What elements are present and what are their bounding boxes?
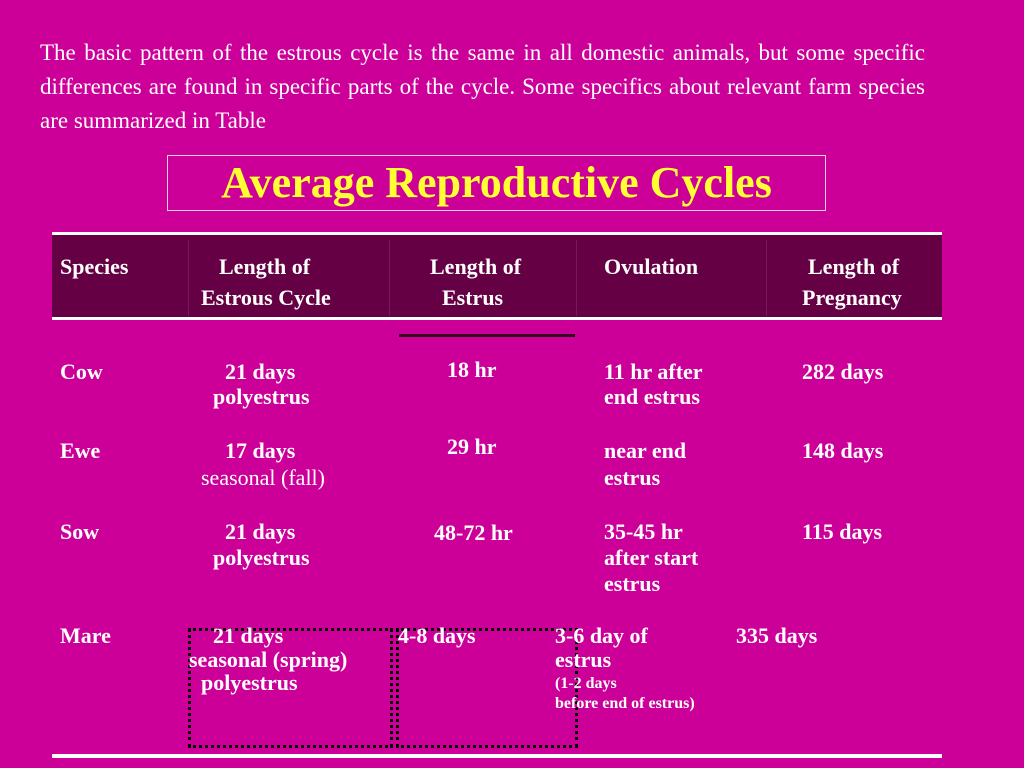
table-title: Average Reproductive Cycles <box>221 158 772 207</box>
ewe-estrus: 29 hr <box>447 434 497 459</box>
cow-ovulation-line1: 11 hr after <box>604 359 703 384</box>
ewe-species: Ewe <box>60 438 101 463</box>
sow-ovulation-line1: 35-45 hr <box>604 519 683 544</box>
cow-ovulation-line2: end estrus <box>604 384 700 409</box>
header-divider <box>766 240 767 316</box>
mare-estrus: 4-8 days <box>398 623 476 648</box>
mare-cycle-polyestrus: polyestrus <box>201 670 298 695</box>
header-cycle-line1: Length of <box>219 254 311 279</box>
cow-estrus: 18 hr <box>447 357 497 382</box>
sow-ovulation-line2: after start <box>604 545 699 570</box>
ewe-ovulation-line1: near end <box>604 438 687 463</box>
cow-cycle-type: polyestrus <box>213 384 310 409</box>
ewe-ovulation-line2: estrus <box>604 465 661 490</box>
header-pregnancy-line2: Pregnancy <box>802 285 902 310</box>
cow-cycle-days: 21 days <box>225 359 296 384</box>
intro-paragraph: The basic pattern of the estrous cycle is the same in all domestic animals, but some specific differences are found in specific parts of the cycle. Some specifics about relevant farm species are summarized in Table <box>40 40 925 133</box>
sow-cycle-days: 21 days <box>225 519 296 544</box>
sow-pregnancy: 115 days <box>802 519 883 544</box>
header-cycle-line2: Estrous Cycle <box>201 285 331 310</box>
header-divider <box>576 240 577 316</box>
header-divider <box>188 240 189 316</box>
header-ovulation: Ovulation <box>604 254 699 279</box>
header-species: Species <box>60 254 129 279</box>
mare-species: Mare <box>60 623 111 648</box>
table-bottom-rule <box>52 754 942 758</box>
sow-estrus: 48-72 hr <box>434 520 513 545</box>
header-divider <box>389 240 390 316</box>
ewe-cycle-days: 17 days <box>225 438 296 463</box>
sow-ovulation-line3: estrus <box>604 571 661 596</box>
header-estrus-line2: Estrus <box>442 285 504 310</box>
mare-ovulation-note2: before end of estrus) <box>555 695 695 712</box>
mare-ovulation-line2: estrus <box>555 647 612 672</box>
mare-ovulation-line1: 3-6 day of <box>555 623 648 648</box>
mare-pregnancy: 335 days <box>736 623 818 648</box>
divider-line <box>399 334 575 337</box>
sow-species: Sow <box>60 519 100 544</box>
cow-pregnancy: 282 days <box>802 359 884 384</box>
cow-species: Cow <box>60 359 103 384</box>
header-estrus-line1: Length of <box>430 254 522 279</box>
header-pregnancy-line1: Length of <box>808 254 900 279</box>
mare-cycle-type: seasonal (spring) <box>189 647 348 672</box>
table-title-box <box>167 155 826 211</box>
ewe-pregnancy: 148 days <box>802 438 884 463</box>
ewe-cycle-type: seasonal (fall) <box>201 465 325 490</box>
sow-cycle-type: polyestrus <box>213 545 310 570</box>
mare-ovulation-note1: (1-2 days <box>555 675 617 692</box>
mare-cycle-days: 21 days <box>213 623 284 648</box>
